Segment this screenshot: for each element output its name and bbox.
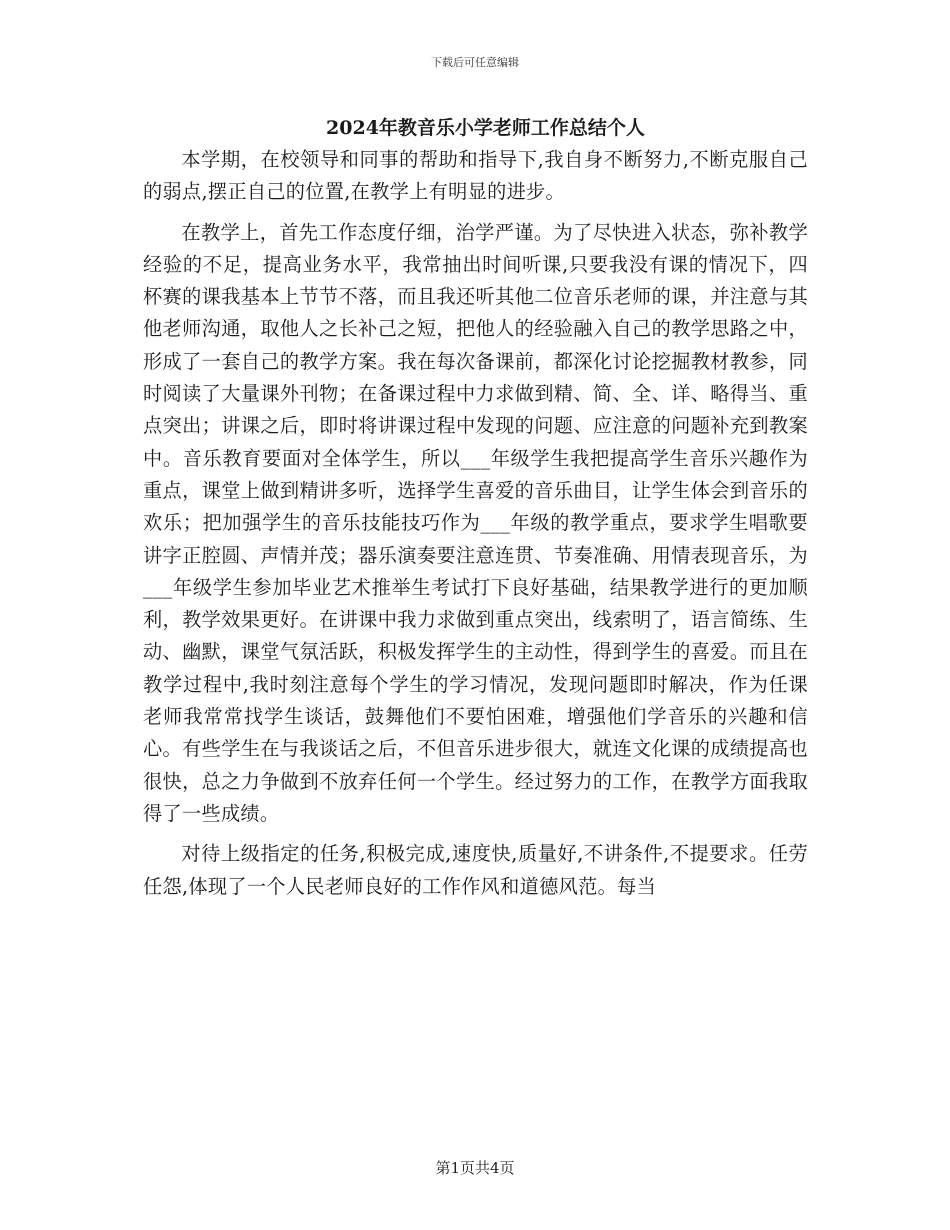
- paragraph-intro: 本学期，在校领导和同事的帮助和指导下,我自身不断努力,不断克服自己的弱点,摆正自己的位置,在教学上有明显的进步。: [143, 148, 808, 204]
- paragraph-teaching: 在教学上，首先工作态度仔细，治学严谨。为了尽快进入状态，弥补教学经验的不足，提高业务水平，我常抽出时间听课,只要我没有课的情况下，四杯赛的课我基本上节节不落，而且我还听其他二位音乐老师的课，并注意与其他老师沟通，取他人之长补己之短，把他人的经验融入自己的教学思路之中，形成了一套自己的教学方案。我在每次备课前，都深化讨论挖掘教材教参，同时阅读了大量课外刊物；在备课过程中力求做到精、简、全、详、略得当、重点突出；讲课之后，即时将讲课过程中发现的问题、应注意的问题补充到教案中。音乐教育要面对全体学生，所以___年级学生我把提高学生音乐兴趣作为重点，课堂上做到精讲多听，选择学生喜爱的音乐曲目，让学生体会到音乐的欢乐；把加强学生的音乐技能技巧作为___年级的教学重点，要求学生唱歌要讲字正腔圆、声情并茂；器乐演奏要注意连贯、节奏准确、用情表现音乐，为___年级学生参加毕业艺术推举生考试打下良好基础，结果教学进行的更加顺利，教学效果更好。在讲课中我力求做到重点突出，线索明了，语言简练、生动、幽默，课堂气氛活跃，积极发挥学生的主动性，得到学生的喜爱。而且在教学过程中,我时刻注意每个学生的学习情况，发现问题即时解决，作为任课老师我常常找学生谈话，鼓舞他们不要怕困难，增强他们学音乐的兴趣和信心。有些学生在与我谈话之后，不但音乐进步很大，就连文化课的成绩提高也很快，总之力争做到不放弃任何一个学生。经过努力的工作，在教学方面我取得了一些成绩。: [143, 220, 808, 825]
- document-title: 2024年教音乐小学老师工作总结个人: [326, 117, 645, 139]
- paragraph-tasks: 对待上级指定的任务,积极完成,速度快,质量好,不讲条件,不提要求。任劳任怨,体现了一个人民老师良好的工作作风和道德风范。每当: [143, 842, 808, 898]
- download-edit-note: 下载后可任意编辑: [431, 56, 519, 69]
- document-body: [143, 112, 808, 903]
- page-indicator: 第1页共4页: [435, 1159, 515, 1177]
